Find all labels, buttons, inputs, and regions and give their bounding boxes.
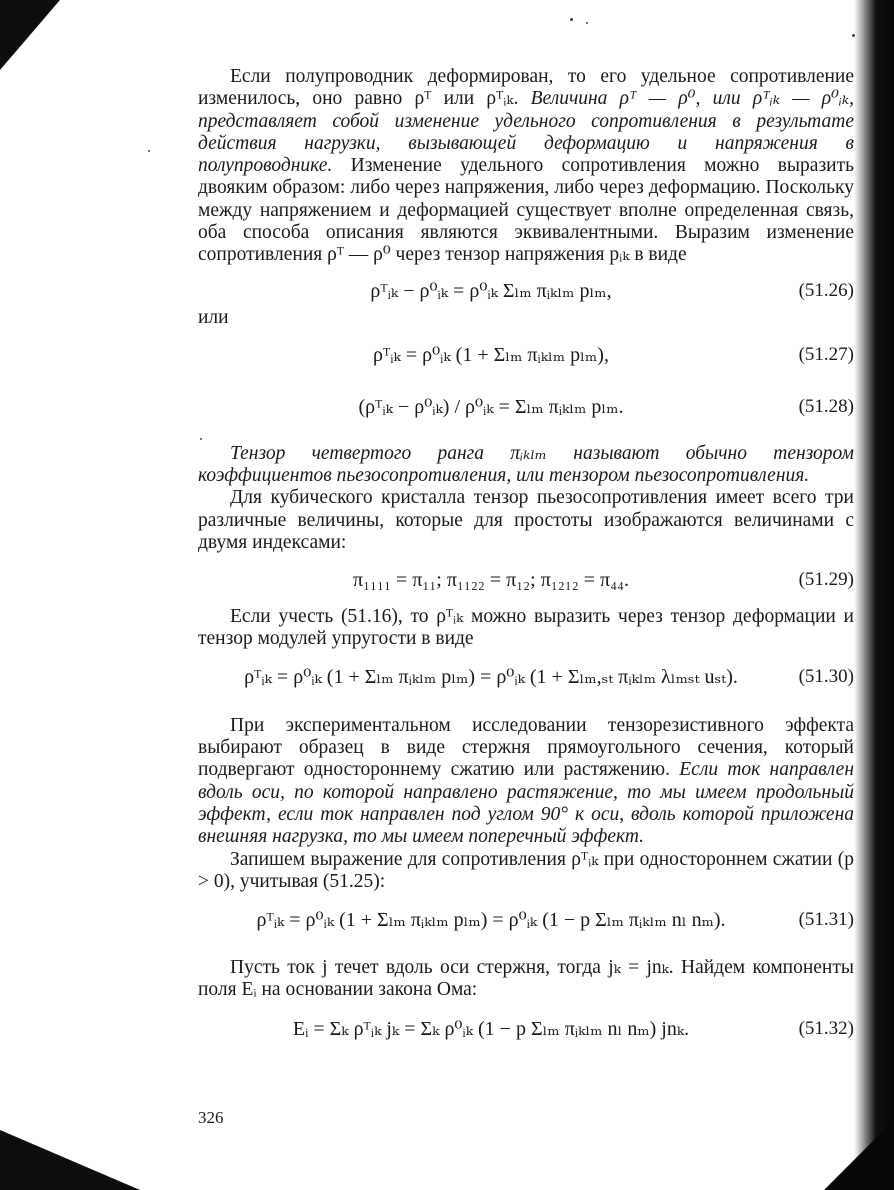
equation-51-27 <box>198 329 854 381</box>
equation-51-28 <box>198 381 854 433</box>
paragraph-text: Запишем выражение для сопротивления ρᵀᵢₖ при одностороннем сжатии (p > 0), учитывая (51.25): <box>198 848 854 892</box>
paragraph <box>198 606 854 651</box>
equation-51-31 <box>198 893 854 947</box>
scan-shadow-bottom-left <box>0 1130 140 1190</box>
paragraph-italic-text: Величина ρᵀ — ρ⁰, или ρᵀᵢₖ — ρ⁰ᵢₖ, представляет собой изменение удельного сопротивления в результате действия нагрузки, вызывающей деформацию и напряжения в полупроводнике. <box>198 88 854 177</box>
paragraph <box>198 849 854 894</box>
equation-51-30 <box>198 651 854 703</box>
equation-number: (51.31) <box>798 908 854 930</box>
equation-formula: (ρᵀᵢₖ − ρ⁰ᵢₖ) / ρ⁰ᵢₖ = Σₗₘ πᵢₖₗₘ pₗₘ. <box>358 395 624 418</box>
paragraph <box>198 715 854 849</box>
equation-formula: ρᵀᵢₖ = ρ⁰ᵢₖ (1 + Σₗₘ πᵢₖₗₘ pₗₘ), <box>373 343 609 366</box>
paragraph-text: Изменение удельного сопротивления можно выразить двояким образом: либо через напряжения, либо через деформацию. Поскольку между напряжением и деформацией существует вполне определенная связь, оба способа описания являются эквивалентными. Выразим изменение сопротивления ρᵀ — ρ⁰ через тензор напряжения pᵢₖ в виде <box>198 155 854 266</box>
scan-shadow-right <box>854 0 894 1190</box>
paragraph-text: При экспериментальном исследовании тензорезистивного эффекта выбирают образец в виде стержня прямоугольного сечения, который подвергают одностороннему сжатию или растяжению. <box>198 714 854 781</box>
scan-shadow-top-left <box>0 0 60 70</box>
scan-speck <box>586 22 588 24</box>
scan-shadow-bottom-right <box>824 1120 894 1190</box>
scan-speck <box>570 18 573 21</box>
paragraph <box>198 487 854 554</box>
equation-51-29 <box>198 562 854 598</box>
paragraph <box>198 443 854 488</box>
equation-51-26 <box>198 267 854 315</box>
equation-formula: ρᵀᵢₖ = ρ⁰ᵢₖ (1 + Σₗₘ πᵢₖₗₘ pₗₘ) = ρ⁰ᵢₖ (1 + Σₗₘ,ₛₜ πᵢₖₗₘ λₗₘₛₜ uₛₜ). <box>244 665 738 688</box>
equation-formula: Eᵢ = Σₖ ρᵀᵢₖ jₖ = Σₖ ρ⁰ᵢₖ (1 − p Σₗₘ πᵢₖₗₘ nₗ nₘ) jnₖ. <box>292 1017 690 1040</box>
equation-number: (51.26) <box>798 279 854 301</box>
equation-number: (51.29) <box>798 569 854 590</box>
equation-formula: π₁₁₁₁ = π₁₁; π₁₁₂₂ = π₁₂; π₁₂₁₂ = π₄₄. <box>352 569 630 591</box>
paragraph <box>198 957 854 1002</box>
equation-formula: ρᵀᵢₖ − ρ⁰ᵢₖ = ρ⁰ᵢₖ Σₗₘ πᵢₖₗₘ pₗₘ, <box>370 279 612 302</box>
equation-number: (51.32) <box>798 1017 854 1039</box>
paragraph <box>198 66 854 267</box>
paragraph-italic-text: Если ток направлен вдоль оси, по которой направлено растяжение, то мы имеем продольный эффект, если ток направлен под углом 90° к оси, вдоль которой приложена внешняя нагрузка, то мы имеем поперечный эффект. <box>198 759 855 848</box>
paragraph-italic-text: Тензор четвертого ранга πᵢₖₗₘ называют обычно тензором коэффициентов пьезосопротивления, или тензором пьезосопротивления. <box>198 442 854 486</box>
equation-number: (51.27) <box>798 343 854 365</box>
equation-formula: ρᵀᵢₖ = ρ⁰ᵢₖ (1 + Σₗₘ πᵢₖₗₘ pₗₘ) = ρ⁰ᵢₖ (1 − p Σₗₘ πᵢₖₗₘ nₗ nₘ). <box>256 908 726 931</box>
equation-number: (51.30) <box>798 665 854 687</box>
connector-word: или <box>198 306 229 328</box>
book-page <box>198 66 854 1056</box>
paragraph-text: Пусть ток j течет вдоль оси стержня, тогда jₖ = jnₖ. Найдем компоненты поля Eᵢ на основании закона Ома: <box>198 957 854 1001</box>
page-number: 326 <box>198 1108 224 1127</box>
equation-number: (51.28) <box>798 395 854 417</box>
paragraph-text: Если полупроводник деформирован, то его удельное сопротивление изменилось, оно равно ρᵀ или ρᵀᵢₖ. <box>198 66 854 110</box>
equation-51-32 <box>198 1002 854 1056</box>
scan-speck <box>852 34 855 37</box>
scan-speck <box>148 150 150 152</box>
paragraph-text: Для кубического кристалла тензор пьезосопротивления имеет всего три различные величины, которые для простоты изображаются величинами с двумя индексами: <box>198 487 854 553</box>
paragraph-text: Если учесть (51.16), то ρᵀᵢₖ можно выразить через тензор деформации и тензор модулей упругости в виде <box>198 606 854 650</box>
